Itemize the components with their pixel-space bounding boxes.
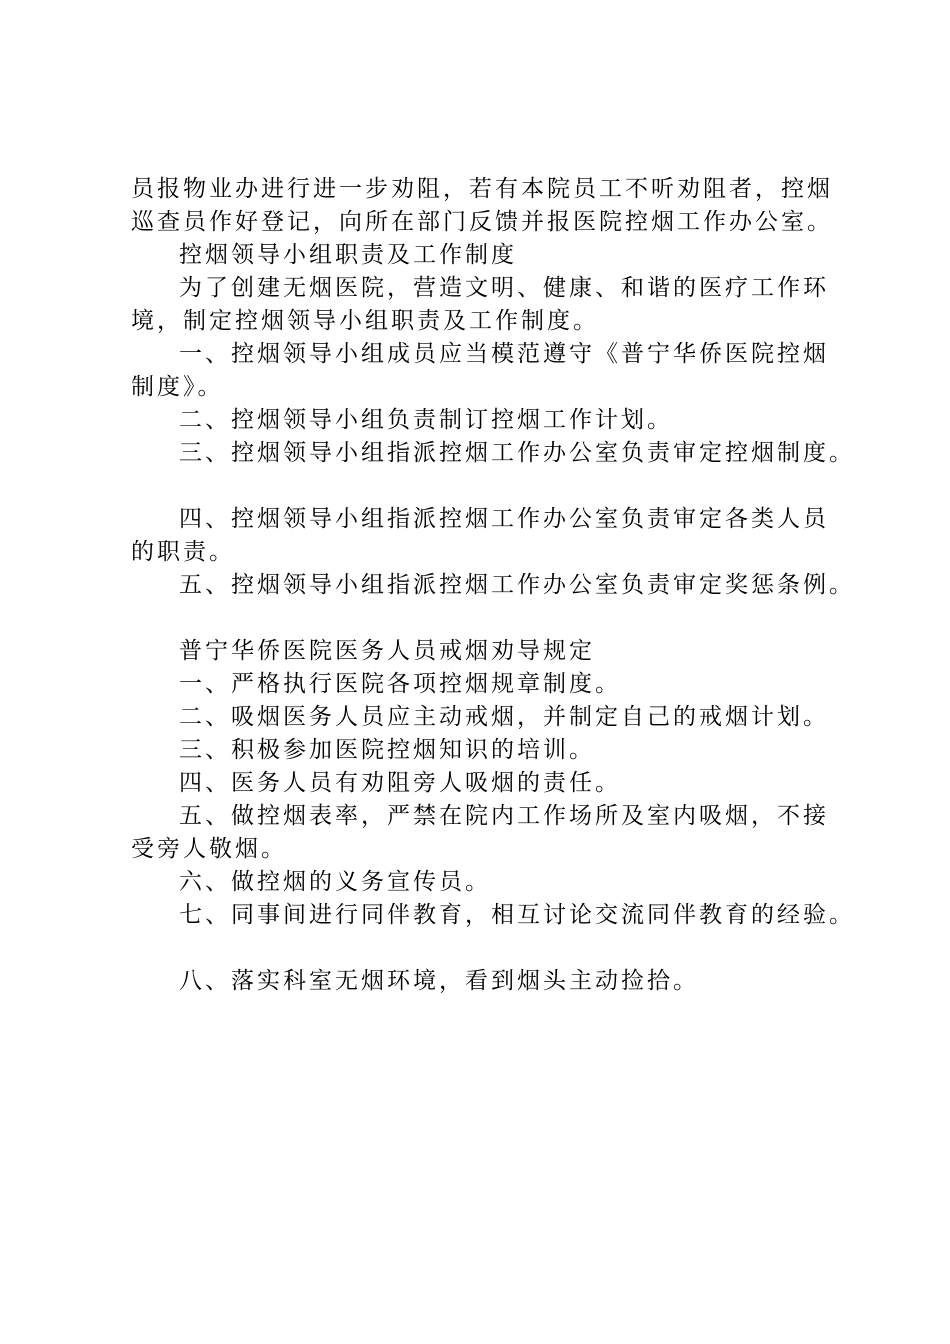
section-heading: 控烟领导小组职责及工作制度 [179, 242, 517, 268]
text-line: 境，制定控烟领导小组职责及工作制度。 [131, 308, 599, 334]
list-item: 五、控烟领导小组指派控烟工作办公室负责审定奖惩条例。 [179, 572, 855, 598]
list-item: 六、做控烟的义务宣传员。 [179, 869, 491, 895]
blank-line [131, 932, 851, 965]
list-item: 四、控烟领导小组指派控烟工作办公室负责审定各类人员 [179, 506, 829, 532]
text-line: 员报物业办进行进一步劝阻，若有本院员工不听劝阻者，控烟 [131, 176, 833, 202]
text-line: 制度》。 [131, 374, 224, 400]
blank-line [131, 602, 851, 635]
text-line: 为了创建无烟医院，营造文明、健康、和谐的医疗工作环 [179, 275, 829, 301]
text-line: 的职责。 [131, 539, 235, 565]
document-body [131, 173, 855, 998]
list-item: 三、积极参加医院控烟知识的培训。 [179, 737, 595, 763]
list-item: 八、落实科室无烟环境，看到烟头主动捡拾。 [179, 968, 699, 994]
list-item: 一、严格执行医院各项控烟规章制度。 [179, 671, 621, 697]
list-item: 二、吸烟医务人员应主动戒烟，并制定自己的戒烟计划。 [179, 704, 829, 730]
list-item: 二、控烟领导小组负责制订控烟工作计划。 [179, 407, 673, 433]
text-line: 受旁人敬烟。 [131, 836, 287, 862]
section-heading: 普宁华侨医院医务人员戒烟劝导规定 [179, 638, 595, 664]
text-line: 巡查员作好登记，向所在部门反馈并报医院控烟工作办公室。 [131, 209, 833, 235]
blank-line [131, 470, 851, 503]
list-item: 四、医务人员有劝阻旁人吸烟的责任。 [179, 770, 621, 796]
list-item: 七、同事间进行同伴教育，相互讨论交流同伴教育的经验。 [179, 902, 855, 928]
list-item: 五、做控烟表率，严禁在院内工作场所及室内吸烟，不接 [179, 803, 829, 829]
list-item: 三、控烟领导小组指派控烟工作办公室负责审定控烟制度。 [179, 440, 855, 466]
list-item: 一、控烟领导小组成员应当模范遵守《普宁华侨医院控烟 [179, 341, 829, 367]
